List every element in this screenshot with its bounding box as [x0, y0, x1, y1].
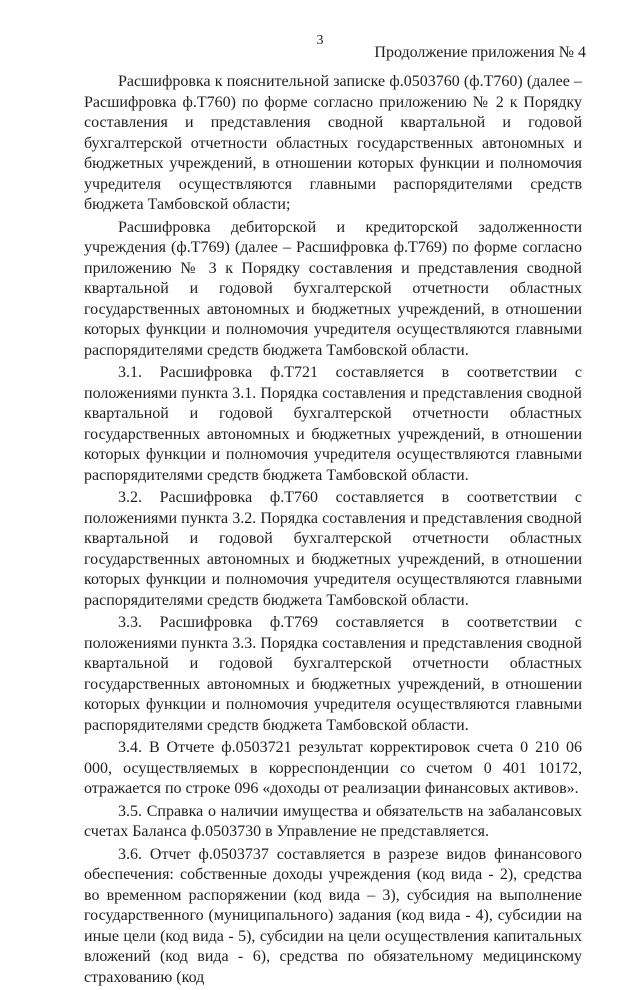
paragraph: Расшифровка к пояснительной записке ф.0503760 (ф.Т760) (далее – Расшифровка ф.Т760) по форме согласно приложению № 2 к Порядку составления и представления сводной квартальной и годовой бухгалтерской отчетности областных государственных автономных и бюджетных учреждений, в отношении которых функции и полномочия учредителя осуществляются главными распорядителями средств бюджета Тамбовской области; — [84, 73, 582, 213]
document-body — [84, 72, 582, 990]
paragraph: 3.4. В Отчете ф.0503721 результат корректировок счета 0 210 06 000, осуществляемых в корреспонденции со счетом 0 401 10172, отражается по строке 096 «доходы от реализации финансовых активов». — [84, 739, 582, 797]
page-number: 3 — [316, 33, 324, 48]
paragraph: Расшифровка дебиторской и кредиторской задолженности учреждения (ф.Т769) (далее – Расшифровка ф.Т769) по форме согласно приложению № 3 к Порядку составления и представления сводной квартальной и годовой бухгалтерской отчетности областных государственных автономных и бюджетных учреждений, в отношении которых функции и полномочия учредителя осуществляются главными распорядителями средств бюджета Тамбовской области. — [84, 218, 582, 359]
paragraph: 3.1. Расшифровка ф.Т721 составляется в соответствии с положениями пункта 3.1. Порядка составления и представления сводной квартальной и годовой бухгалтерской отчетности областных государственных автономных и бюджетных учреждений, в отношении которых функции и полномочия учредителя осуществляются главными распорядителями средств бюджета Тамбовской области. — [84, 364, 582, 484]
paragraph: 3.6. Отчет ф.0503737 составляется в разрезе видов финансового обеспечения: собственные доходы учреждения (код вида - 2), средства во временном распоряжении (код вида – 3), субсидия на выполнение государственного (муниципального) задания (код вида - 4), субсидии на иные цели (код вида - 5), субсидии на цели осуществления капитальных вложений (код вида - 6), средства по обязательному медицинскому страхованию (код — [84, 845, 582, 986]
paragraph: 3.5. Справка о наличии имущества и обязательств на забалансовых счетах Баланса ф.0503730 в Управление не представляется. — [84, 802, 582, 840]
appendix-note: Продолжение приложения № 4 — [374, 44, 586, 61]
paragraph: 3.2. Расшифровка ф.Т760 составляется в соответствии с положениями пункта 3.2. Порядка составления и представления сводной квартальной и годовой бухгалтерской отчетности областных государственных автономных и бюджетных учреждений, в отношении которых функции и полномочия учредителя осуществляются главными распорядителями средств бюджета Тамбовской области. — [84, 489, 582, 609]
paragraph: 3.3. Расшифровка ф.Т769 составляется в соответствии с положениями пункта 3.3. Порядка составления и представления сводной квартальной и годовой бухгалтерской отчетности областных государственных автономных и бюджетных учреждений, в отношении которых функции и полномочия учредителя осуществляются главными распорядителями средств бюджета Тамбовской области. — [84, 614, 582, 734]
